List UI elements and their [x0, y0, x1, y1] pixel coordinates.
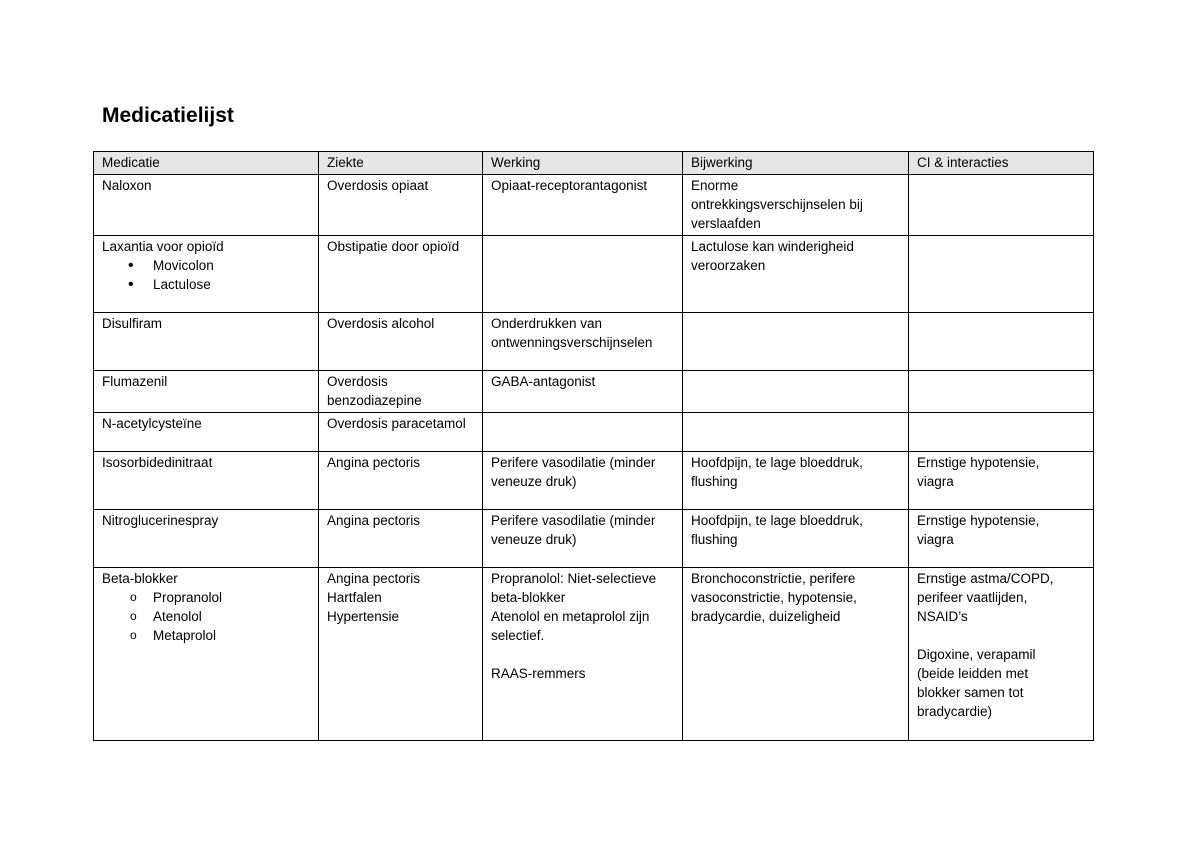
table-header-row: [94, 152, 1094, 175]
table-row: [94, 313, 1094, 371]
list-item: o Metaprolol: [102, 626, 312, 645]
cell-werking: [483, 371, 683, 413]
header-bijwerking: Bijwerking: [683, 152, 909, 175]
bijwerking-line: Hoofdpijn, te lage bloeddruk,: [691, 513, 863, 528]
cell-werking: [483, 313, 683, 371]
cell-ci: [909, 452, 1094, 510]
werking-line: selectief.: [491, 628, 545, 643]
list-item: • Movicolon: [102, 256, 312, 275]
medication-name: Laxantia voor opioïd: [102, 239, 224, 254]
table-row: [94, 568, 1094, 741]
medication-name: N-acetylcysteïne: [102, 416, 202, 431]
cell-ci: [909, 236, 1094, 313]
ziekte-line: Obstipatie door opioïd: [327, 239, 460, 254]
bijwerking-line: veroorzaken: [691, 258, 766, 273]
werking-line: Perifere vasodilatie (minder: [491, 513, 656, 528]
ziekte-line: Angina pectoris: [327, 571, 421, 586]
cell-ci: [909, 568, 1094, 741]
cell-medicatie: [94, 568, 319, 741]
bijwerking-line: Lactulose kan winderigheid: [691, 239, 854, 254]
ci-line: NSAID’s: [917, 609, 968, 624]
list-item: • Lactulose: [102, 275, 312, 294]
ci-line: Digoxine, verapamil: [917, 647, 1036, 662]
sub-medication-list: [102, 256, 312, 294]
ziekte-line: Overdosis paracetamol: [327, 416, 466, 431]
ziekte-line: Overdosis opiaat: [327, 178, 429, 193]
bijwerking-line: bradycardie, duizeligheid: [691, 609, 841, 624]
cell-bijwerking: [683, 452, 909, 510]
list-item: o Propranolol: [102, 588, 312, 607]
ci-line: perifeer vaatlijden,: [917, 590, 1028, 605]
cell-bijwerking: [683, 510, 909, 568]
ci-line: [917, 626, 1087, 645]
cell-medicatie: [94, 452, 319, 510]
bijwerking-line: vasoconstrictie, hypotensie,: [691, 590, 857, 605]
werking-line: Propranolol: Niet-selectieve: [491, 571, 657, 586]
medication-name: Nitroglucerinespray: [102, 513, 219, 528]
cell-medicatie: [94, 175, 319, 236]
cell-werking: [483, 236, 683, 313]
bijwerking-line: Bronchoconstrictie, perifere: [691, 571, 856, 586]
bijwerking-line: ontrekkingsverschijnselen bij: [691, 197, 863, 212]
bijwerking-line: flushing: [691, 474, 738, 489]
ziekte-line: Hypertensie: [327, 609, 400, 624]
medication-table: [93, 151, 1094, 741]
medication-name: Naloxon: [102, 178, 152, 193]
ziekte-line: Angina pectoris: [327, 513, 421, 528]
ziekte-line: Overdosis: [327, 374, 388, 389]
medication-name: Disulfiram: [102, 316, 163, 331]
ci-line: Ernstige hypotensie,: [917, 513, 1040, 528]
werking-line: GABA-antagonist: [491, 374, 596, 389]
cell-werking: [483, 568, 683, 741]
medication-name: Isosorbidedinitraat: [102, 455, 213, 470]
header-ziekte: Ziekte: [319, 152, 483, 175]
cell-bijwerking: [683, 175, 909, 236]
ci-line: viagra: [917, 474, 954, 489]
ziekte-line: Overdosis alcohol: [327, 316, 435, 331]
ci-line: viagra: [917, 532, 954, 547]
sub-medication-list: [102, 588, 312, 645]
ci-line: Ernstige hypotensie,: [917, 455, 1040, 470]
werking-line: veneuze druk): [491, 532, 577, 547]
cell-werking: [483, 175, 683, 236]
werking-line: Opiaat-receptorantagonist: [491, 178, 648, 193]
cell-ziekte: [319, 371, 483, 413]
cell-werking: [483, 413, 683, 452]
cell-ziekte: [319, 568, 483, 741]
table-row: [94, 510, 1094, 568]
werking-line: veneuze druk): [491, 474, 577, 489]
header-ci-interacties: CI & interacties: [909, 152, 1094, 175]
cell-ziekte: [319, 236, 483, 313]
cell-ci: [909, 371, 1094, 413]
werking-line: [491, 645, 676, 664]
cell-werking: [483, 452, 683, 510]
cell-bijwerking: [683, 236, 909, 313]
ci-line: blokker samen tot: [917, 685, 1024, 700]
table-row: [94, 413, 1094, 452]
ziekte-line: benzodiazepine: [327, 393, 422, 408]
medication-name: Flumazenil: [102, 374, 168, 389]
werking-line: Atenolol en metaprolol zijn: [491, 609, 650, 624]
werking-line: RAAS-remmers: [491, 666, 586, 681]
cell-ziekte: [319, 452, 483, 510]
werking-line: ontwenningsverschijnselen: [491, 335, 653, 350]
cell-bijwerking: [683, 371, 909, 413]
cell-ci: [909, 510, 1094, 568]
cell-ci: [909, 175, 1094, 236]
header-werking: Werking: [483, 152, 683, 175]
ziekte-line: Angina pectoris: [327, 455, 421, 470]
cell-ziekte: [319, 510, 483, 568]
werking-line: beta-blokker: [491, 590, 566, 605]
werking-line: Perifere vasodilatie (minder: [491, 455, 656, 470]
cell-bijwerking: [683, 568, 909, 741]
ci-line: Ernstige astma/COPD,: [917, 571, 1054, 586]
table-row: [94, 175, 1094, 236]
table-row: [94, 371, 1094, 413]
bijwerking-line: verslaafden: [691, 216, 761, 231]
bijwerking-line: Hoofdpijn, te lage bloeddruk,: [691, 455, 863, 470]
ci-line: bradycardie): [917, 704, 993, 719]
bijwerking-line: Enorme: [691, 178, 739, 193]
cell-medicatie: [94, 313, 319, 371]
cell-medicatie: [94, 510, 319, 568]
cell-medicatie: [94, 413, 319, 452]
header-medicatie: Medicatie: [94, 152, 319, 175]
cell-medicatie: [94, 236, 319, 313]
cell-ziekte: [319, 313, 483, 371]
werking-line: Onderdrukken van: [491, 316, 603, 331]
cell-ci: [909, 413, 1094, 452]
table-row: [94, 236, 1094, 313]
cell-ziekte: [319, 413, 483, 452]
page-title: Medicatielijst: [102, 104, 234, 127]
ci-line: (beide leidden met: [917, 666, 1029, 681]
list-item: o Atenolol: [102, 607, 312, 626]
cell-medicatie: [94, 371, 319, 413]
cell-bijwerking: [683, 413, 909, 452]
cell-ziekte: [319, 175, 483, 236]
cell-bijwerking: [683, 313, 909, 371]
medication-name: Beta-blokker: [102, 571, 178, 586]
table-row: [94, 452, 1094, 510]
ziekte-line: Hartfalen: [327, 590, 382, 605]
cell-ci: [909, 313, 1094, 371]
bijwerking-line: flushing: [691, 532, 738, 547]
cell-werking: [483, 510, 683, 568]
